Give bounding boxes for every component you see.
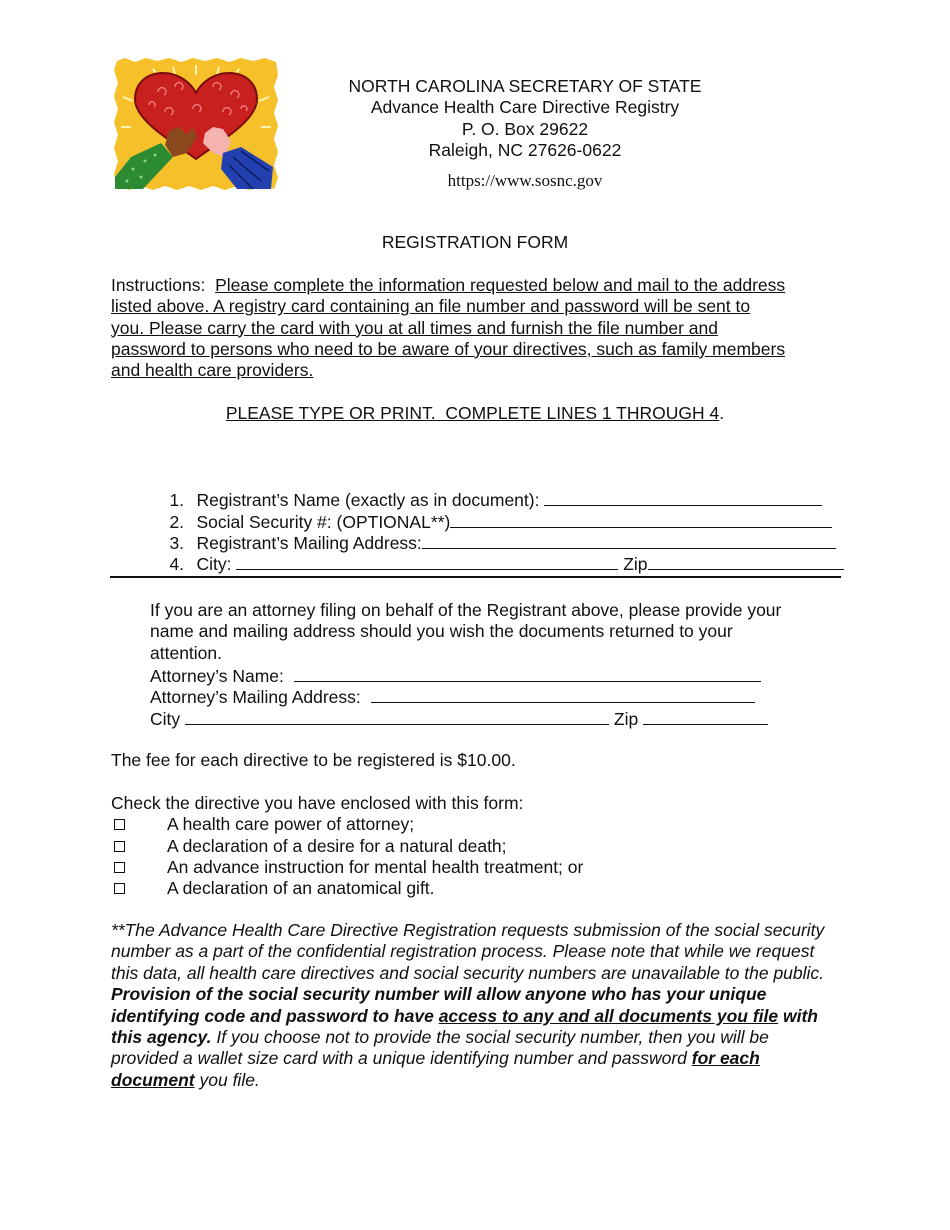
zip-label: Zip xyxy=(623,554,648,575)
checklist-item[interactable] xyxy=(111,836,811,857)
attorney-address-field[interactable] xyxy=(371,685,755,703)
city-label: City: xyxy=(196,554,237,575)
attorney-city-field[interactable] xyxy=(185,707,609,725)
attorney-intro-line: attention. xyxy=(150,642,222,663)
attorney-zip-field[interactable] xyxy=(643,707,768,725)
attorney-city-zip-row xyxy=(150,707,850,728)
checklist-item[interactable] xyxy=(111,857,811,878)
footnote-text: If you choose not to provide the social security number, then you will be provided a wallet size card with a unique identifying number and password xyxy=(111,1027,769,1069)
attorney-address-row xyxy=(150,685,850,706)
directive-checklist xyxy=(111,793,811,900)
instructions-line: listed above. A registry card containing an file number and password will be sent to xyxy=(111,296,751,317)
registrant-fields xyxy=(150,467,844,575)
website-link[interactable]: https://www.sosnc.gov xyxy=(447,171,603,190)
instructions-label: Instructions: xyxy=(111,275,206,295)
city-state-zip: Raleigh, NC 27626-0622 xyxy=(428,140,622,160)
attorney-zip-label: Zip xyxy=(613,708,639,729)
registrant-name-row xyxy=(150,467,844,511)
mailing-address-label: Registrant’s Mailing Address: xyxy=(196,533,422,554)
checklist-item-label: A declaration of a desire for a natural death; xyxy=(167,835,507,856)
agency-name: NORTH CAROLINA SECRETARY OF STATE xyxy=(348,76,702,96)
attorney-name-label: Attorney’s Name: xyxy=(150,665,284,686)
form-title: REGISTRATION FORM xyxy=(381,232,569,252)
attorney-address-label: Attorney’s Mailing Address: xyxy=(150,687,361,708)
line-number: 4. xyxy=(169,554,185,575)
checkbox[interactable] xyxy=(114,883,125,894)
line-number: 3. xyxy=(169,533,185,554)
footnote-bold-text: with this agency. xyxy=(111,1005,818,1048)
line-number: 1. xyxy=(169,490,185,511)
footnote-text: you file. xyxy=(194,1069,260,1090)
attorney-name-field[interactable] xyxy=(294,664,761,682)
instructions-line: you. Please carry the card with you at all times and furnish the file number and xyxy=(111,317,718,338)
footnote-emphasis: access to any and all documents you file xyxy=(438,1005,779,1026)
registrant-name-field[interactable] xyxy=(544,488,822,506)
checklist-item-label: A health care power of attorney; xyxy=(167,814,415,835)
instructions-line: and health care providers. xyxy=(111,360,314,381)
attorney-city-label: City xyxy=(150,708,181,729)
checklist-item[interactable] xyxy=(111,814,811,835)
attorney-name-row xyxy=(150,664,850,685)
attorney-intro-line: If you are an attorney filing on behalf of the Registrant above, please provide your xyxy=(150,600,782,620)
instructions xyxy=(111,275,851,381)
attorney-section xyxy=(150,600,850,728)
footnote-bold-text: Provision of the social security number will allow anyone who has your unique identifying code and password to have xyxy=(111,984,767,1026)
checkbox[interactable] xyxy=(114,862,125,873)
registrant-name-label: Registrant’s Name (exactly as in document): xyxy=(196,490,545,511)
mailing-address-field[interactable] xyxy=(422,531,836,549)
checklist-item[interactable] xyxy=(111,878,811,899)
checklist-heading: Check the directive you have enclosed with this form: xyxy=(111,793,524,813)
fee-text: The fee for each directive to be registered is $10.00. xyxy=(111,750,516,770)
ssn-field[interactable] xyxy=(450,510,832,528)
ssn-label: Social Security #: (OPTIONAL**) xyxy=(196,511,451,532)
print-notice-text: PLEASE TYPE OR PRINT. COMPLETE LINES 1 THROUGH 4 xyxy=(225,403,720,423)
attorney-intro-line: name and mailing address should you wish the documents returned to your xyxy=(150,621,733,642)
footnote-emphasis: for each document xyxy=(111,1048,760,1090)
po-box: P. O. Box 29622 xyxy=(461,119,589,139)
checkbox[interactable] xyxy=(114,841,125,852)
zip-field[interactable] xyxy=(648,552,844,570)
registry-name: Advance Health Care Directive Registry xyxy=(370,97,680,117)
print-notice xyxy=(0,403,950,424)
print-notice-period: . xyxy=(719,403,725,423)
section-divider xyxy=(110,576,841,578)
heart-hands-logo-icon xyxy=(113,57,279,191)
footnote-text: **The Advance Health Care Directive Registration requests submission of the social security number as a part of the confidential registration process. Please note that while we request this data, all health care directives and social security numbers are unavailable to the public. xyxy=(111,920,825,983)
checklist-item-label: An advance instruction for mental health treatment; or xyxy=(167,857,584,878)
ssn-footnote xyxy=(111,920,836,1091)
line-number: 2. xyxy=(169,511,185,532)
instructions-line: password to persons who need to be aware of your directives, such as family members xyxy=(111,338,786,359)
checkbox[interactable] xyxy=(114,819,125,830)
instructions-line: Please complete the information requested below and mail to the address xyxy=(215,275,786,295)
checklist-item-label: A declaration of an anatomical gift. xyxy=(167,878,435,899)
city-field[interactable] xyxy=(236,552,618,570)
